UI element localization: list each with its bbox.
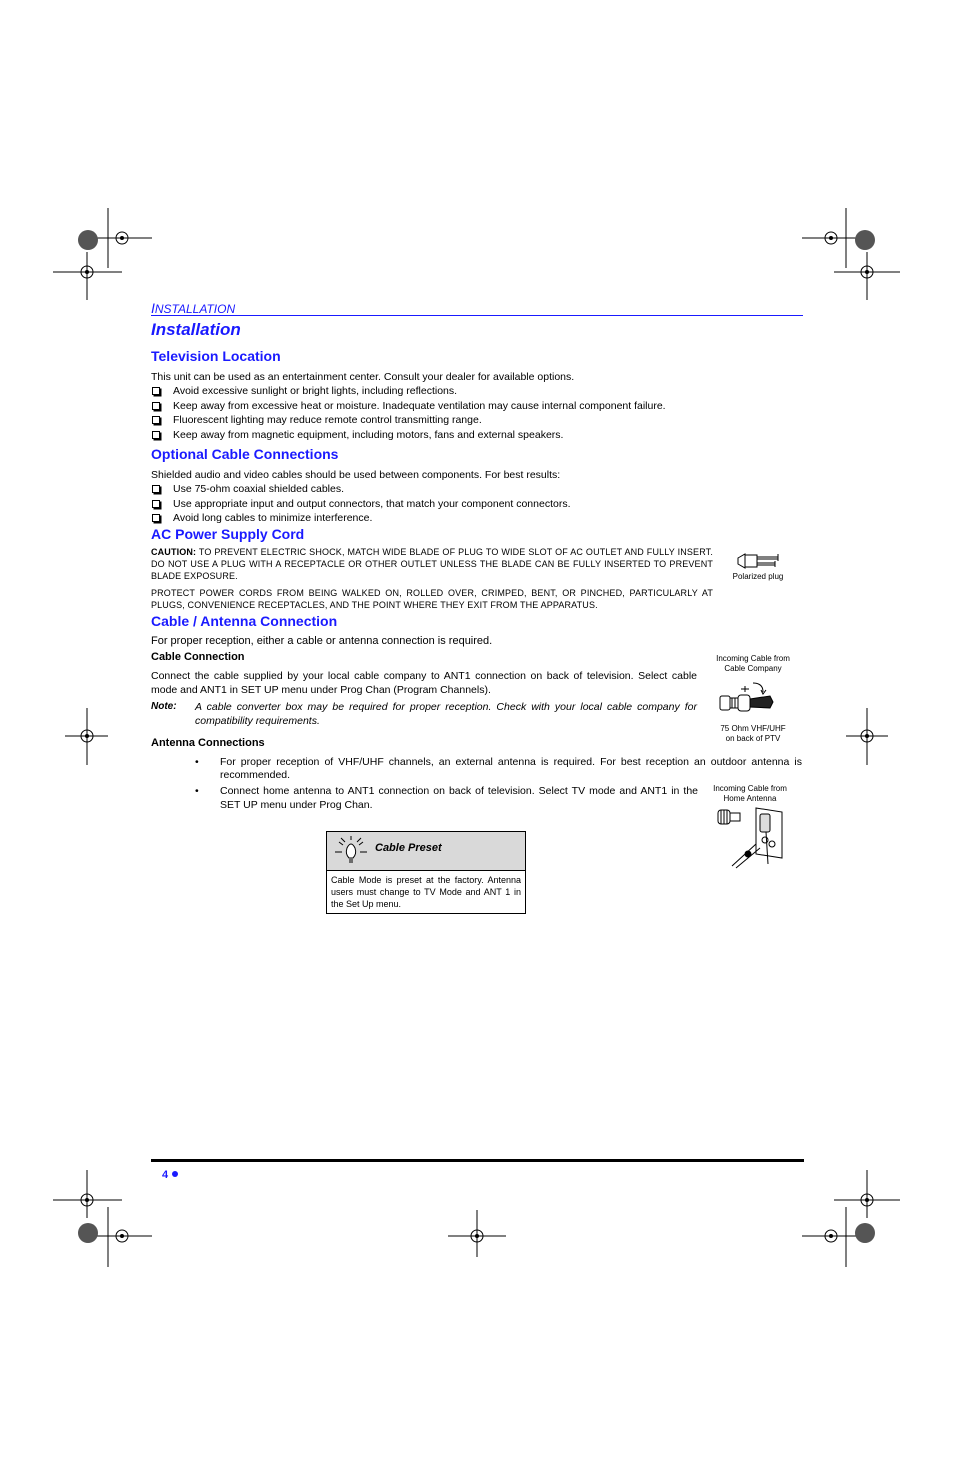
list-item-text: Use appropriate input and output connectors, that match your component connectors.	[173, 497, 571, 510]
fig1-caption-line: Cable Company	[724, 664, 782, 673]
list-item-text: Use 75-ohm coaxial shielded cables.	[173, 483, 345, 495]
bullet-icon: •	[195, 785, 199, 797]
fig1-caption-bottom	[702, 724, 804, 744]
list-item-text: Connect home antenna to ANT1 connection on back of television. Select TV mode and ANT1 in the SET UP menu under Prog Chan.	[220, 785, 698, 811]
running-head	[151, 301, 803, 316]
list-item-text: Fluorescent lighting may reduce remote control transmitting range.	[173, 414, 482, 426]
fig2-caption	[700, 784, 800, 804]
checkbox-bullet-icon	[152, 485, 160, 493]
protect-cords-paragraph: PROTECT POWER CORDS FROM BEING WALKED ON, ROLLED OVER, CRIMPED, BENT, OR PINCHED, PARTICULARLY AT PLUGS, CONVENIENCE RECEPTACLES, AND THE POINT WHERE THEY EXIT FROM THE APPARATUS.	[151, 588, 713, 610]
running-head-rest: NSTALLATION	[154, 302, 236, 316]
caution-label: CAUTION:	[151, 547, 197, 557]
fig2-caption-line: Home Antenna	[723, 794, 777, 803]
page-title: Installation	[151, 320, 241, 339]
fig1-caption-line: 75 Ohm VHF/UHF	[720, 724, 786, 733]
list-item	[151, 384, 666, 399]
antenna-intro: For proper reception, either a cable or antenna connection is required.	[151, 635, 493, 647]
list-item	[195, 784, 698, 812]
checkbox-bullet-icon	[152, 514, 160, 522]
cable-connections-list	[151, 482, 571, 526]
list-item-text: Avoid excessive sunlight or bright lights, including reflections.	[173, 385, 458, 397]
caution-text: TO PREVENT ELECTRIC SHOCK, MATCH WIDE BLADE OF PLUG TO WIDE SLOT OF AC OUTLET AND FULLY INSERT. DO NOT USE A PLUG WITH A RECEPTACLE OR OTHER OUTLET UNLESS THE BLADE CAN BE FULLY INSERTED TO PREVENT BLADE EXPOSURE.	[151, 547, 713, 581]
checkbox-bullet-icon	[152, 431, 160, 439]
checkbox-bullet-icon	[152, 402, 160, 410]
footer-rule	[151, 1159, 804, 1162]
list-item-text: Keep away from magnetic equipment, including motors, fans and external speakers.	[173, 428, 564, 441]
antenna-connections-subheading: Antenna Connections	[151, 737, 265, 749]
list-item	[151, 413, 666, 428]
fig2-caption-line: Incoming Cable from	[713, 784, 787, 793]
list-item	[151, 399, 666, 414]
list-item	[151, 428, 666, 443]
bullet-icon: •	[195, 756, 199, 768]
heading-cable-antenna-connection: Cable / Antenna Connection	[151, 613, 338, 629]
page-number	[162, 1169, 178, 1181]
list-item	[151, 511, 571, 526]
tip-body: Cable Mode is preset at the factory. Antenna users must change to TV Mode and ANT 1 in the Set Up menu.	[331, 875, 521, 909]
checkbox-bullet-icon	[152, 500, 160, 508]
coax-cable-icon	[715, 680, 790, 724]
list-item	[195, 756, 802, 782]
tip-title: Cable Preset	[375, 842, 442, 854]
cable-connection-text: Connect the cable supplied by your local cable company to ANT1 connection on back of television. Select cable mode and ANT1 in SET UP menu under Prog Chan (Program Channels).	[151, 670, 697, 696]
note-label: Note:	[151, 701, 177, 712]
fig1-caption-top	[702, 654, 804, 674]
running-head-initial: I	[151, 300, 155, 316]
checkbox-bullet-icon	[152, 416, 160, 424]
bullet-dot-icon	[172, 1171, 178, 1177]
heading-ac-power-supply-cord: AC Power Supply Cord	[151, 526, 305, 542]
cable-connections-intro: Shielded audio and video cables should be used between components. For best results:	[151, 469, 561, 481]
list-item-text: Avoid long cables to minimize interference.	[173, 512, 373, 524]
tv-location-intro: This unit can be used as an entertainment center. Consult your dealer for available options.	[151, 371, 575, 383]
fig1-caption-line: on back of PTV	[725, 734, 781, 743]
heading-television-location: Television Location	[151, 348, 281, 364]
list-item-text: Keep away from excessive heat or moisture. Inadequate ventilation may cause internal component failure.	[173, 399, 666, 412]
page-number-text: 4	[162, 1169, 169, 1181]
checkbox-bullet-icon	[152, 387, 160, 395]
tv-location-list	[151, 384, 666, 442]
fig1-caption-line: Incoming Cable from	[716, 654, 790, 663]
polarized-plug-icon	[735, 550, 785, 572]
list-item	[151, 482, 571, 497]
lightbulb-icon	[333, 834, 369, 868]
caution-paragraph	[151, 546, 713, 582]
tip-header	[327, 832, 525, 871]
heading-optional-cable-connections: Optional Cable Connections	[151, 446, 339, 462]
plug-caption: Polarized plug	[732, 572, 784, 581]
note-text: A cable converter box may be required for proper reception. Check with your local cable company for compatibility requirements.	[195, 701, 697, 727]
cable-preset-tip	[326, 831, 526, 914]
list-item-text: For proper reception of VHF/UHF channels, an external antenna is required. For best reception an outdoor antenna is recommended.	[220, 756, 802, 781]
cable-connection-subheading: Cable Connection	[151, 651, 245, 663]
list-item	[151, 497, 571, 512]
antenna-transformer-icon	[712, 804, 788, 870]
